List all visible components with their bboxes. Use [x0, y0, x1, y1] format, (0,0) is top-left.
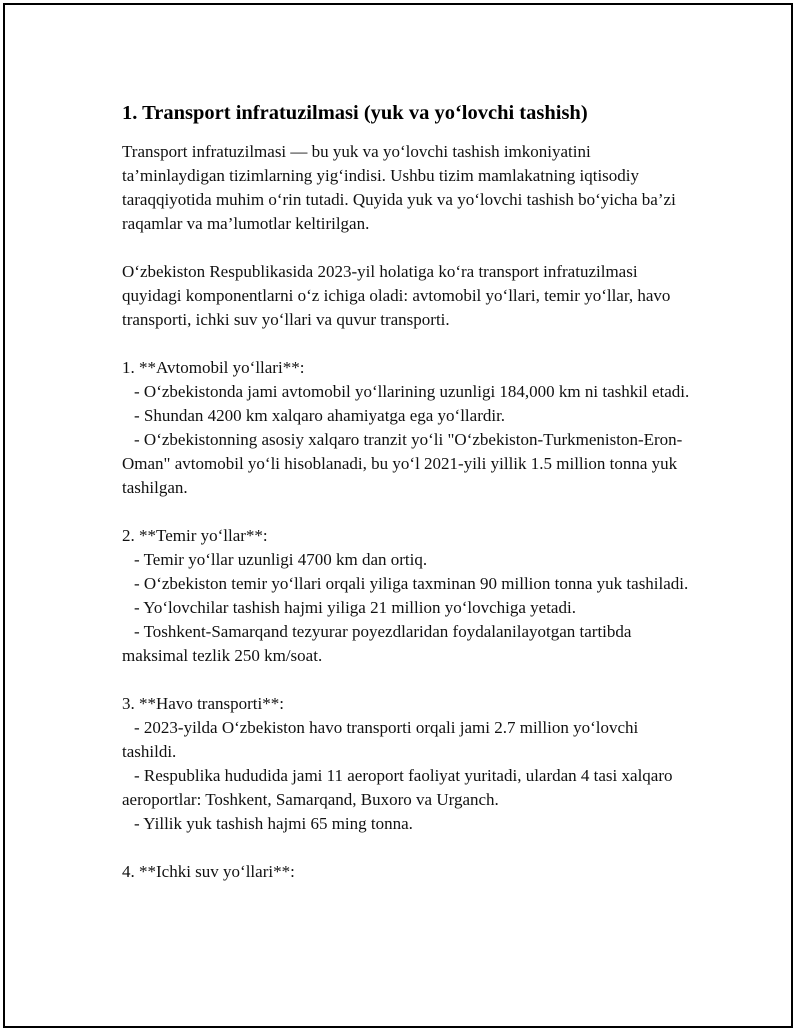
section-inland-waterways: [122, 860, 692, 884]
intro-paragraph: Transport infratuzilmasi — bu yuk va yo‘lovchi tashish imkoniyatini ta’minlaydigan tizimlarning yig‘indisi. Ushbu tizim mamlakatning iqtisodiy taraqqiyotida muhim o‘rin tutadi. Quyida yuk va yo‘lovchi tashish bo‘yicha ba’zi raqamlar va ma’lumotlar keltirilgan.: [122, 142, 676, 233]
components-paragraph: O‘zbekiston Respublikasida 2023-yil holatiga ko‘ra transport infratuzilmasi quyidagi komponentlarni o‘z ichiga oladi: avtomobil yo‘llari, temir yo‘llar, havo transporti, ichki suv yo‘llari va quvur transporti.: [122, 262, 671, 329]
list-item: - 2023-yilda O‘zbekiston havo transporti orqali jami 2.7 million yo‘lovchi tashildi.: [122, 718, 639, 761]
section-heading: 4. **Ichki suv yo‘llari**:: [122, 862, 295, 881]
list-item: - O‘zbekistonda jami avtomobil yo‘llarining uzunligi 184,000 km ni tashkil etadi.: [134, 382, 690, 401]
list-item: - O‘zbekistonning asosiy xalqaro tranzit yo‘li "O‘zbekiston-Turkmeniston-Eron-Oman" avtomobil yo‘li hisoblanadi, bu yo‘l 2021-yili yillik 1.5 million tonna yuk tashilgan.: [122, 430, 683, 497]
section-road-transport: [122, 356, 692, 500]
section-heading: 1. **Avtomobil yo‘llari**:: [122, 358, 305, 377]
document-title: 1. Transport infratuzilmasi (yuk va yo‘lovchi tashish): [122, 102, 588, 124]
list-item: - Yo‘lovchilar tashish hajmi yiliga 21 million yo‘lovchiga yetadi.: [134, 598, 576, 617]
section-air-transport: [122, 692, 692, 836]
document-body: [122, 100, 692, 908]
list-item: - Temir yo‘llar uzunligi 4700 km dan ortiq.: [134, 550, 428, 569]
section-railways: [122, 524, 692, 668]
list-item: - O‘zbekiston temir yo‘llari orqali yiliga taxminan 90 million tonna yuk tashiladi.: [134, 574, 689, 593]
list-item: - Respublika hududida jami 11 aeroport faoliyat yuritadi, ulardan 4 tasi xalqaro aeroportlar: Toshkent, Samarqand, Buxoro va Urganch.: [122, 766, 673, 809]
list-item: - Toshkent-Samarqand tezyurar poyezdlaridan foydalanilayotgan tartibda maksimal tezlik 250 km/soat.: [122, 622, 632, 665]
section-heading: 2. **Temir yo‘llar**:: [122, 526, 268, 545]
list-item: - Yillik yuk tashish hajmi 65 ming tonna.: [134, 814, 413, 833]
page-frame: [3, 3, 793, 1028]
list-item: - Shundan 4200 km xalqaro ahamiyatga ega yo‘llardir.: [134, 406, 506, 425]
section-heading: 3. **Havo transporti**:: [122, 694, 284, 713]
